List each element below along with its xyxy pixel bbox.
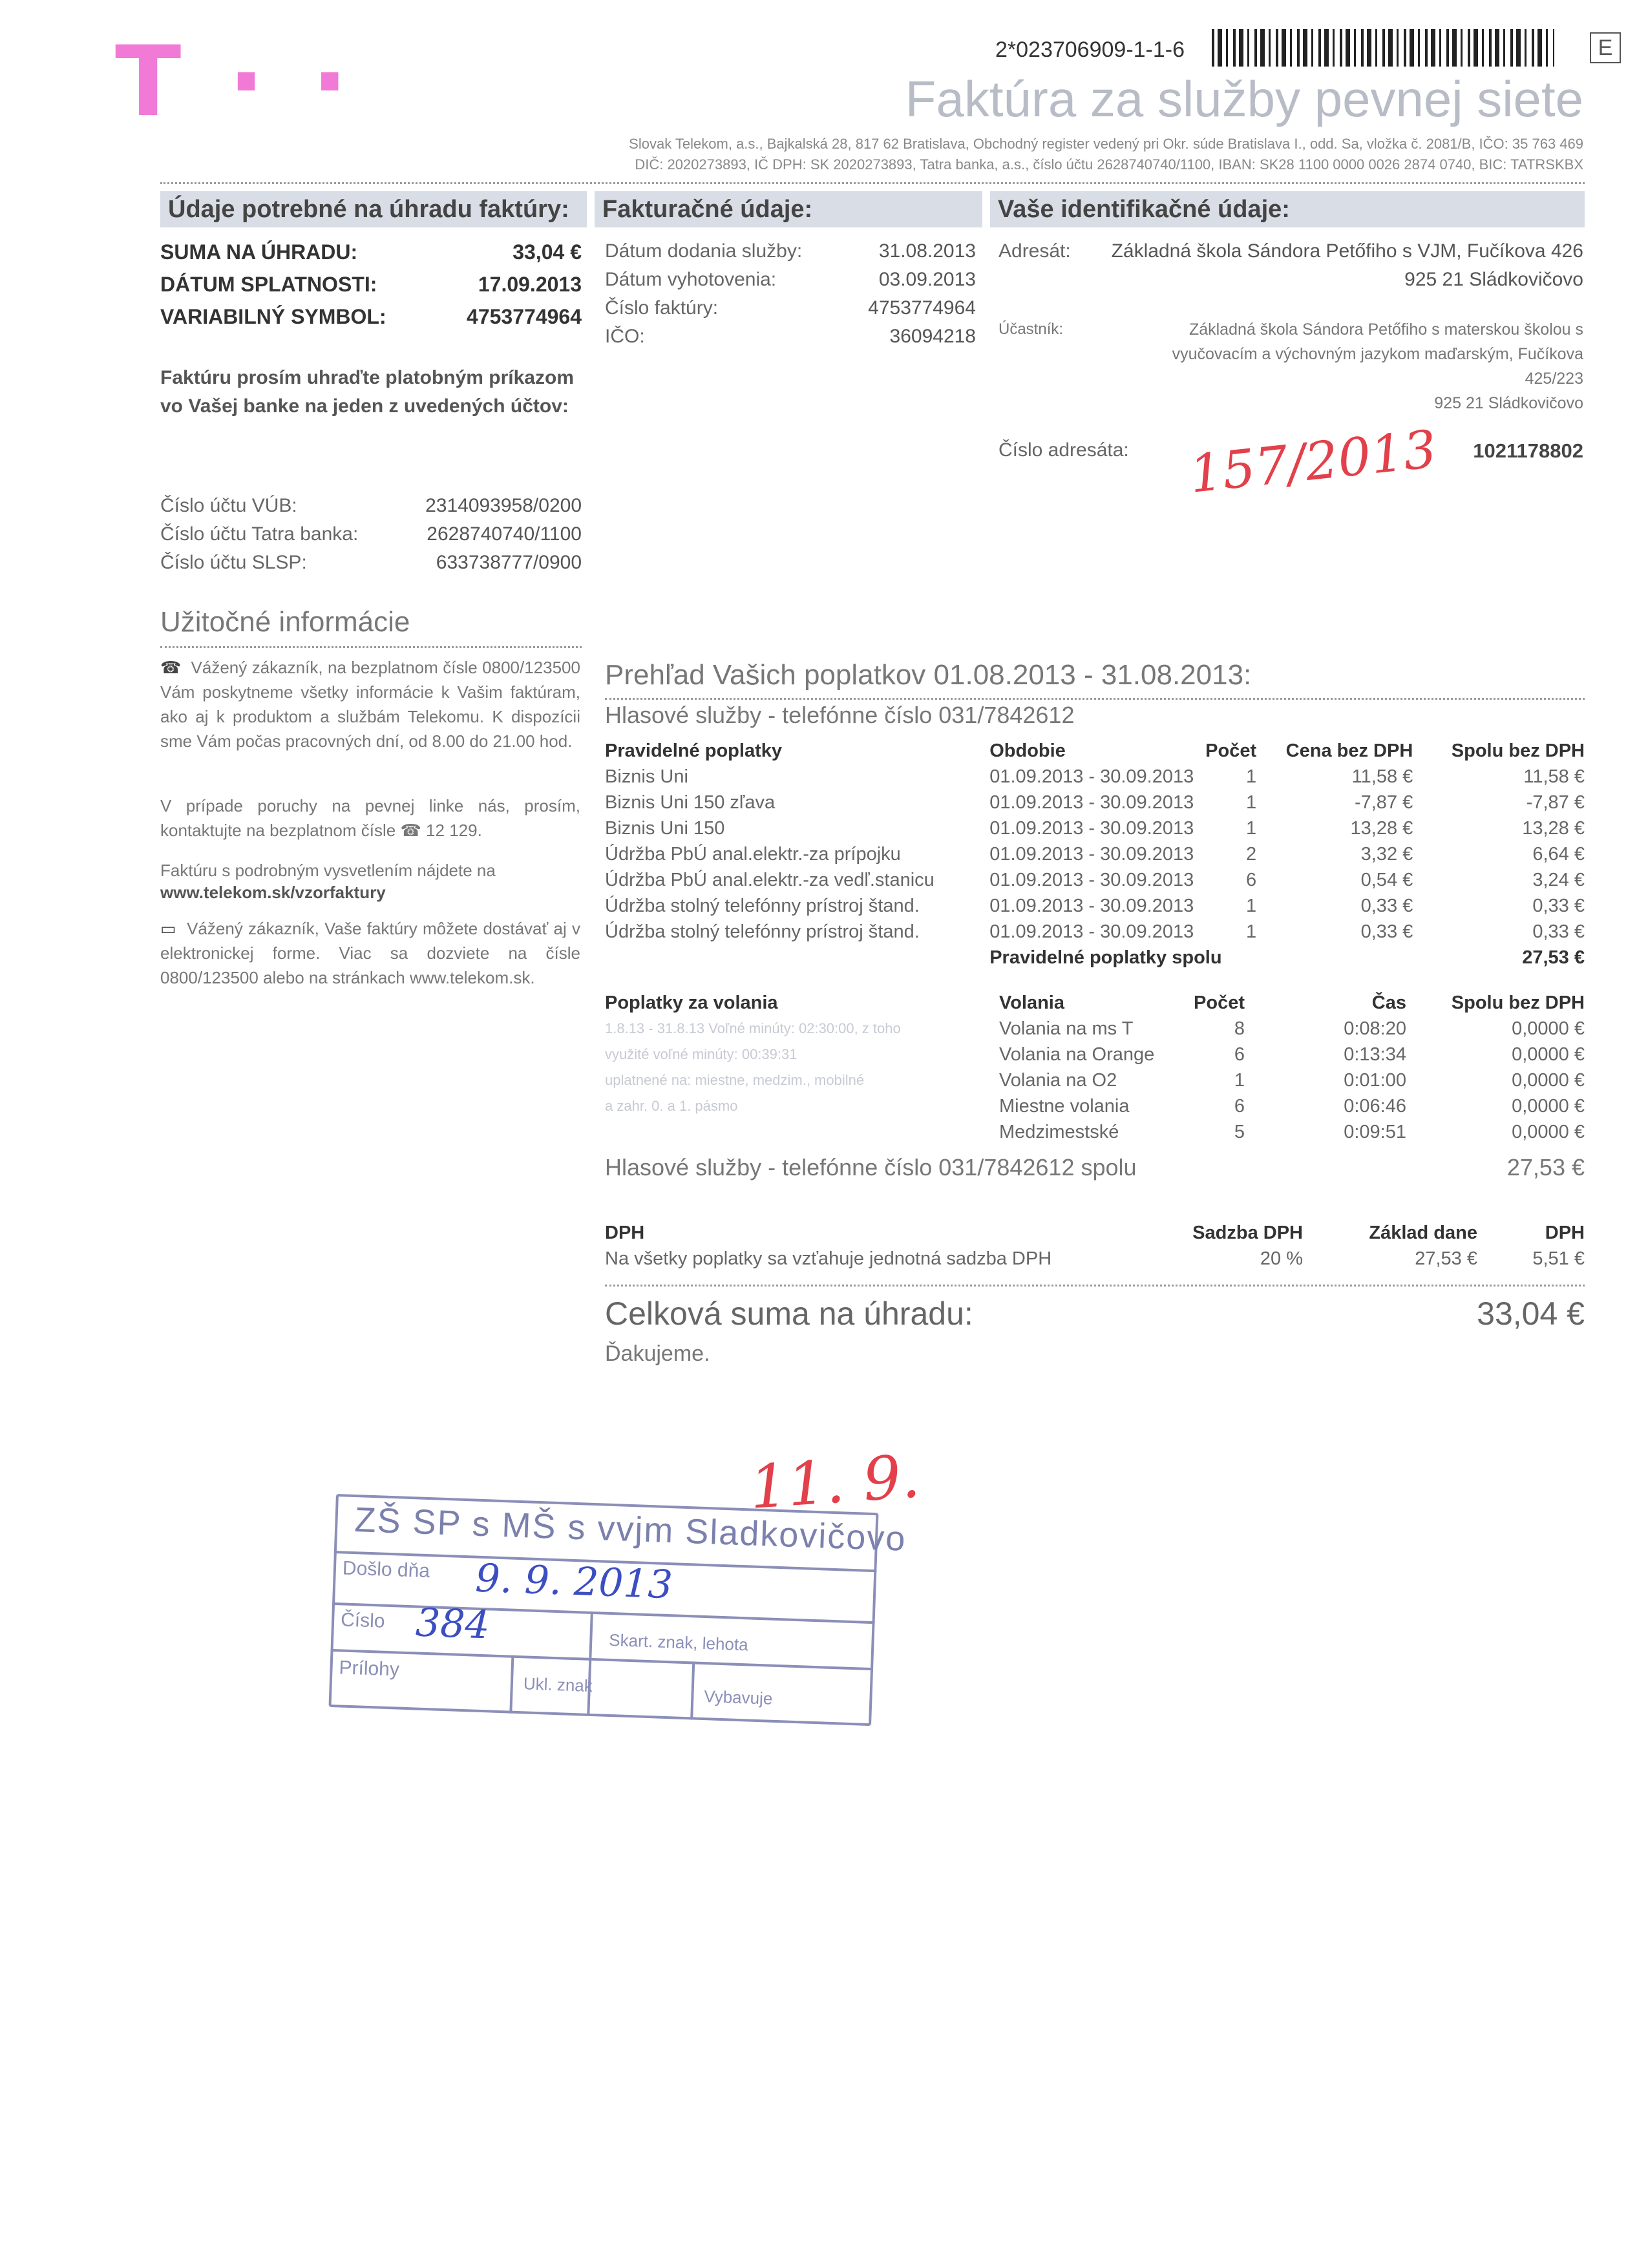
stamp-number-value: 384 [414,1600,491,1648]
free-minutes-note: a zahr. 0. a 1. pásmo [605,1098,738,1114]
stamp-handler-label: Vybavuje [703,1686,773,1708]
table-cell: 20 % [1260,1248,1303,1269]
telekom-logo: T · · [115,26,355,138]
identification-heading: Vaše identifikačné údaje: [990,191,1585,227]
table-cell: Volania na Orange [999,1044,1155,1065]
billing-value: 31.08.2013 [878,240,976,262]
due-date-value: 17.09.2013 [478,273,582,296]
participant-line2: vyučovacím a výchovným jazykom maďarským, Fučíkova [1172,345,1583,363]
table-row [605,764,1585,790]
table-row [605,815,1585,841]
info-paragraph-fault: V prípade poruchy na pevnej linke nás, prosím, kontaktujte na bezplatnom čísle ☎ 12 129. [160,796,580,840]
table-cell: 0,33 € [1360,921,1413,942]
payment-instruction-line1: Faktúru prosím uhraďte platobným príkazom [160,367,574,388]
column-header: Poplatky za volania [605,992,778,1013]
table-cell: 11,58 € [1351,766,1413,787]
table-cell: 0:01:00 [1344,1069,1406,1091]
free-minutes-note: uplatnené na: miestne, medzim., mobilné [605,1072,865,1088]
table-row [605,1067,1585,1093]
table-cell: 1 [1234,1069,1245,1091]
account-label: Číslo účtu Tatra banka: [160,523,359,545]
table-cell: 6,64 € [1532,843,1585,865]
table-cell: 0,0000 € [1512,1095,1585,1117]
info-paragraph-hotline-text: Vážený zákazník, na bezplatnom čísle 0800/123500 Vám poskytneme všetky informácie k Vašim faktúram, ako aj k produktom a službám Telekomu. K dispozícii sme Vám počas pracovných dní, od 8.00 do 21.00 hod. [160,658,580,751]
addressee-label: Adresát: [998,240,1071,262]
account-label: Číslo účtu SLSP: [160,552,307,573]
table-cell: 11,58 € [1523,766,1585,787]
computer-icon: ▭ [160,919,187,938]
table-header-row [605,990,1585,1016]
info-paragraph-einvoice [160,916,580,990]
column-header: Čas [1371,992,1406,1013]
account-label: Číslo účtu VÚB: [160,495,297,516]
table-cell: 0,0000 € [1512,1069,1585,1091]
sample-invoice-link[interactable]: www.telekom.sk/vzorfaktury [160,883,386,902]
table-row [605,1119,1585,1145]
addressee-number-value: 1021178802 [1473,439,1583,462]
payment-instruction-line2: vo Vašej banke na jeden z uvedených účtov: [160,395,569,417]
table-row [605,919,1585,945]
header-divider [160,182,1585,184]
barcode-text: 2*023706909-1-1-6 [995,37,1185,62]
table-cell: 01.09.2013 - 30.09.2013 [989,817,1194,839]
billing-value: 36094218 [889,326,976,347]
account-value: 2628740740/1100 [427,523,582,545]
regular-total-value: 27,53 € [1522,947,1585,968]
table-cell: 0,0000 € [1512,1044,1585,1065]
table-cell: 8 [1234,1018,1245,1039]
stamp-attachments-label: Prílohy [339,1657,400,1681]
table-cell: 0,0000 € [1512,1121,1585,1142]
table-header-row [605,738,1585,764]
billing-label: Dátum vyhotovenia: [605,269,777,290]
table-cell: 0:06:46 [1344,1095,1406,1117]
company-info-line1: Slovak Telekom, a.s., Bajkalská 28, 817 62 Bratislava, Obchodný register vedený pri Okr. súde Bratislava I., odd. Sa, vložka č. 2081/B, IČO: 35 763 469 [629,136,1583,152]
vat-divider [605,1285,1585,1286]
vat-table [605,1220,1585,1272]
billing-label: Číslo faktúry: [605,297,719,319]
table-cell: 0,0000 € [1512,1018,1585,1039]
table-row [605,1093,1585,1119]
column-header: Cena bez DPH [1285,740,1413,761]
table-cell: 13,28 € [1350,817,1413,839]
participant-label: Účastník: [998,320,1064,338]
table-cell: 6 [1234,1095,1245,1117]
document-type-box: E [1590,32,1621,63]
handwritten-date: 11. 9. [747,1441,922,1523]
column-header: Pravidelné poplatky [605,740,782,761]
service-total-value: 27,53 € [1506,1154,1585,1181]
table-cell: 3,24 € [1532,869,1585,890]
table-cell: 01.09.2013 - 30.09.2013 [989,766,1194,787]
table-cell: 0,33 € [1532,921,1585,942]
table-cell: Údržba stolný telefónny prístroj štand. [605,921,920,942]
table-cell: Biznis Uni 150 zľava [605,792,776,813]
column-header: Obdobie [989,740,1066,761]
table-cell: 0:09:51 [1344,1121,1406,1142]
registry-stamp [328,1494,907,1726]
table-cell: Medzimestské [999,1121,1119,1142]
page-title: Faktúra za služby pevnej siete [905,70,1583,127]
grand-total-label: Celková suma na úhradu: [605,1296,973,1332]
column-header: Základ dane [1369,1222,1477,1243]
table-cell: 01.09.2013 - 30.09.2013 [989,792,1194,813]
table-row [605,1016,1585,1042]
table-row [605,893,1585,919]
table-cell: 0:13:34 [1344,1044,1406,1065]
table-cell: Miestne volania [999,1095,1130,1117]
column-header: Volania [999,992,1064,1013]
table-row [605,867,1585,893]
service-total-label: Hlasové služby - telefónne číslo 031/7842612 spolu [605,1154,1137,1181]
table-cell: 3,32 € [1360,843,1413,865]
table-cell: 0:08:20 [1344,1018,1406,1039]
table-cell: -7,87 € [1354,792,1413,813]
stamp-received-value: 9. 9. 2013 [474,1555,673,1608]
barcode [1212,29,1554,67]
table-cell: Biznis Uni 150 [605,817,725,839]
table-cell: Volania na O2 [999,1069,1117,1091]
addressee-number-label: Číslo adresáta: [998,439,1129,461]
billing-value: 4753774964 [868,297,976,319]
table-cell: 01.09.2013 - 30.09.2013 [989,843,1194,865]
table-cell: 6 [1234,1044,1245,1065]
addressee-line1: Základná škola Sándora Petőfiho s VJM, Fučíkova 426 [1111,240,1583,262]
phone-icon: ☎ [160,658,191,677]
table-total-row [605,945,1585,971]
table-cell: Údržba stolný telefónny prístroj štand. [605,895,920,916]
variable-symbol-label: VARIABILNÝ SYMBOL: [160,305,386,328]
info-paragraph-hotline [160,655,580,753]
column-header: Počet [1205,740,1257,761]
payment-heading: Údaje potrebné na úhradu faktúry: [160,191,587,227]
table-header-row [605,1220,1585,1246]
table-row [605,790,1585,815]
column-header: Spolu bez DPH [1451,992,1585,1013]
grand-total-value: 33,04 € [1477,1296,1585,1332]
due-date-label: DÁTUM SPLATNOSTI: [160,273,377,296]
table-cell: 1 [1246,766,1257,787]
stamp-storage-label: Skart. znak, lehota [608,1630,749,1655]
table-cell: 5,51 € [1532,1248,1585,1269]
participant-line4: 925 21 Sládkovičovo [1434,394,1583,412]
account-value: 2314093958/0200 [425,495,582,516]
addressee-line2: 925 21 Sládkovičovo [1404,269,1583,290]
column-header: Počet [1194,992,1245,1013]
table-cell: 01.09.2013 - 30.09.2013 [989,869,1194,890]
regular-total-label: Pravidelné poplatky spolu [989,947,1222,968]
overview-divider [605,698,1585,700]
info-paragraph-einvoice-text: Vážený zákazník, Vaše faktúry môžete dostávať aj v elektronickej forme. Viac sa dozviete na čísle 0800/123500 alebo na stránkach www.telekom.sk. [160,919,580,987]
variable-symbol-value: 4753774964 [467,305,582,328]
amount-value: 33,04 € [512,240,582,264]
table-cell: 27,53 € [1415,1248,1477,1269]
company-info-line2: DIČ: 2020273893, IČ DPH: SK 2020273893, Tatra banka, a.s., číslo účtu 2628740740/1100, IBAN: SK28 1100 0000 0026 2874 0740, BIC: TATRSKBX [635,156,1583,173]
column-header: DPH [605,1222,645,1243]
table-row [605,841,1585,867]
billing-heading: Fakturačné údaje: [595,191,982,227]
column-header: Spolu bez DPH [1451,740,1585,761]
table-cell: 01.09.2013 - 30.09.2013 [989,895,1194,916]
regular-charges-table [605,738,1585,971]
info-heading: Užitočné informácie [160,606,410,638]
stamp-received-label: Došlo dňa [342,1557,430,1582]
handwritten-reference: 157/2013 [1187,419,1440,505]
table-row [605,1042,1585,1067]
table-row [605,1246,1585,1272]
table-cell: 5 [1234,1121,1245,1142]
info-divider [160,646,582,648]
table-cell: Údržba PbÚ anal.elektr.-za vedľ.stanicu [605,869,935,890]
column-header: Sadzba DPH [1192,1222,1303,1243]
table-cell: 13,28 € [1522,817,1585,839]
free-minutes-note: 1.8.13 - 31.8.13 Voľné minúty: 02:30:00, z toho [605,1020,901,1036]
table-cell: 01.09.2013 - 30.09.2013 [989,921,1194,942]
table-cell: Údržba PbÚ anal.elektr.-za prípojku [605,843,901,865]
stamp-class-label: Ukl. znak [523,1674,593,1696]
table-cell: Volania na ms T [999,1018,1134,1039]
account-value: 633738777/0900 [436,552,582,573]
table-cell: 1 [1246,895,1257,916]
service-title: Hlasové služby - telefónne číslo 031/7842612 [605,702,1075,728]
table-cell: 1 [1246,817,1257,839]
table-cell: 2 [1246,843,1257,865]
table-cell: 0,33 € [1360,895,1413,916]
table-cell: 0,54 € [1360,869,1413,890]
billing-value: 03.09.2013 [878,269,976,290]
table-cell: 1 [1246,792,1257,813]
billing-label: IČO: [605,326,645,347]
table-cell: 1 [1246,921,1257,942]
stamp-number-label: Číslo [340,1609,386,1632]
table-cell: Biznis Uni [605,766,688,787]
free-minutes-note: využité voľné minúty: 00:39:31 [605,1046,798,1062]
participant-line3: 425/223 [1525,370,1583,388]
overview-title: Prehľad Vašich poplatkov 01.08.2013 - 31.08.2013: [605,659,1252,691]
thank-you-text: Ďakujeme. [605,1341,710,1366]
table-cell: -7,87 € [1526,792,1585,813]
billing-label: Dátum dodania služby: [605,240,803,262]
stamp-title: ZŠ SP s MŠ s vvjm Sladkovičovo [354,1500,907,1559]
table-cell: Na všetky poplatky sa vzťahuje jednotná sadzba DPH [605,1248,1052,1269]
table-cell: 6 [1246,869,1257,890]
table-cell: 0,33 € [1532,895,1585,916]
amount-label: SUMA NA ÚHRADU: [160,240,358,264]
participant-line1: Základná škola Sándora Petőfiho s materskou školou s [1188,320,1583,339]
column-header: DPH [1545,1222,1585,1243]
call-charges-table [605,990,1585,1145]
info-paragraph-sample: Faktúru s podrobným vysvetlením nájdete na [160,861,496,880]
